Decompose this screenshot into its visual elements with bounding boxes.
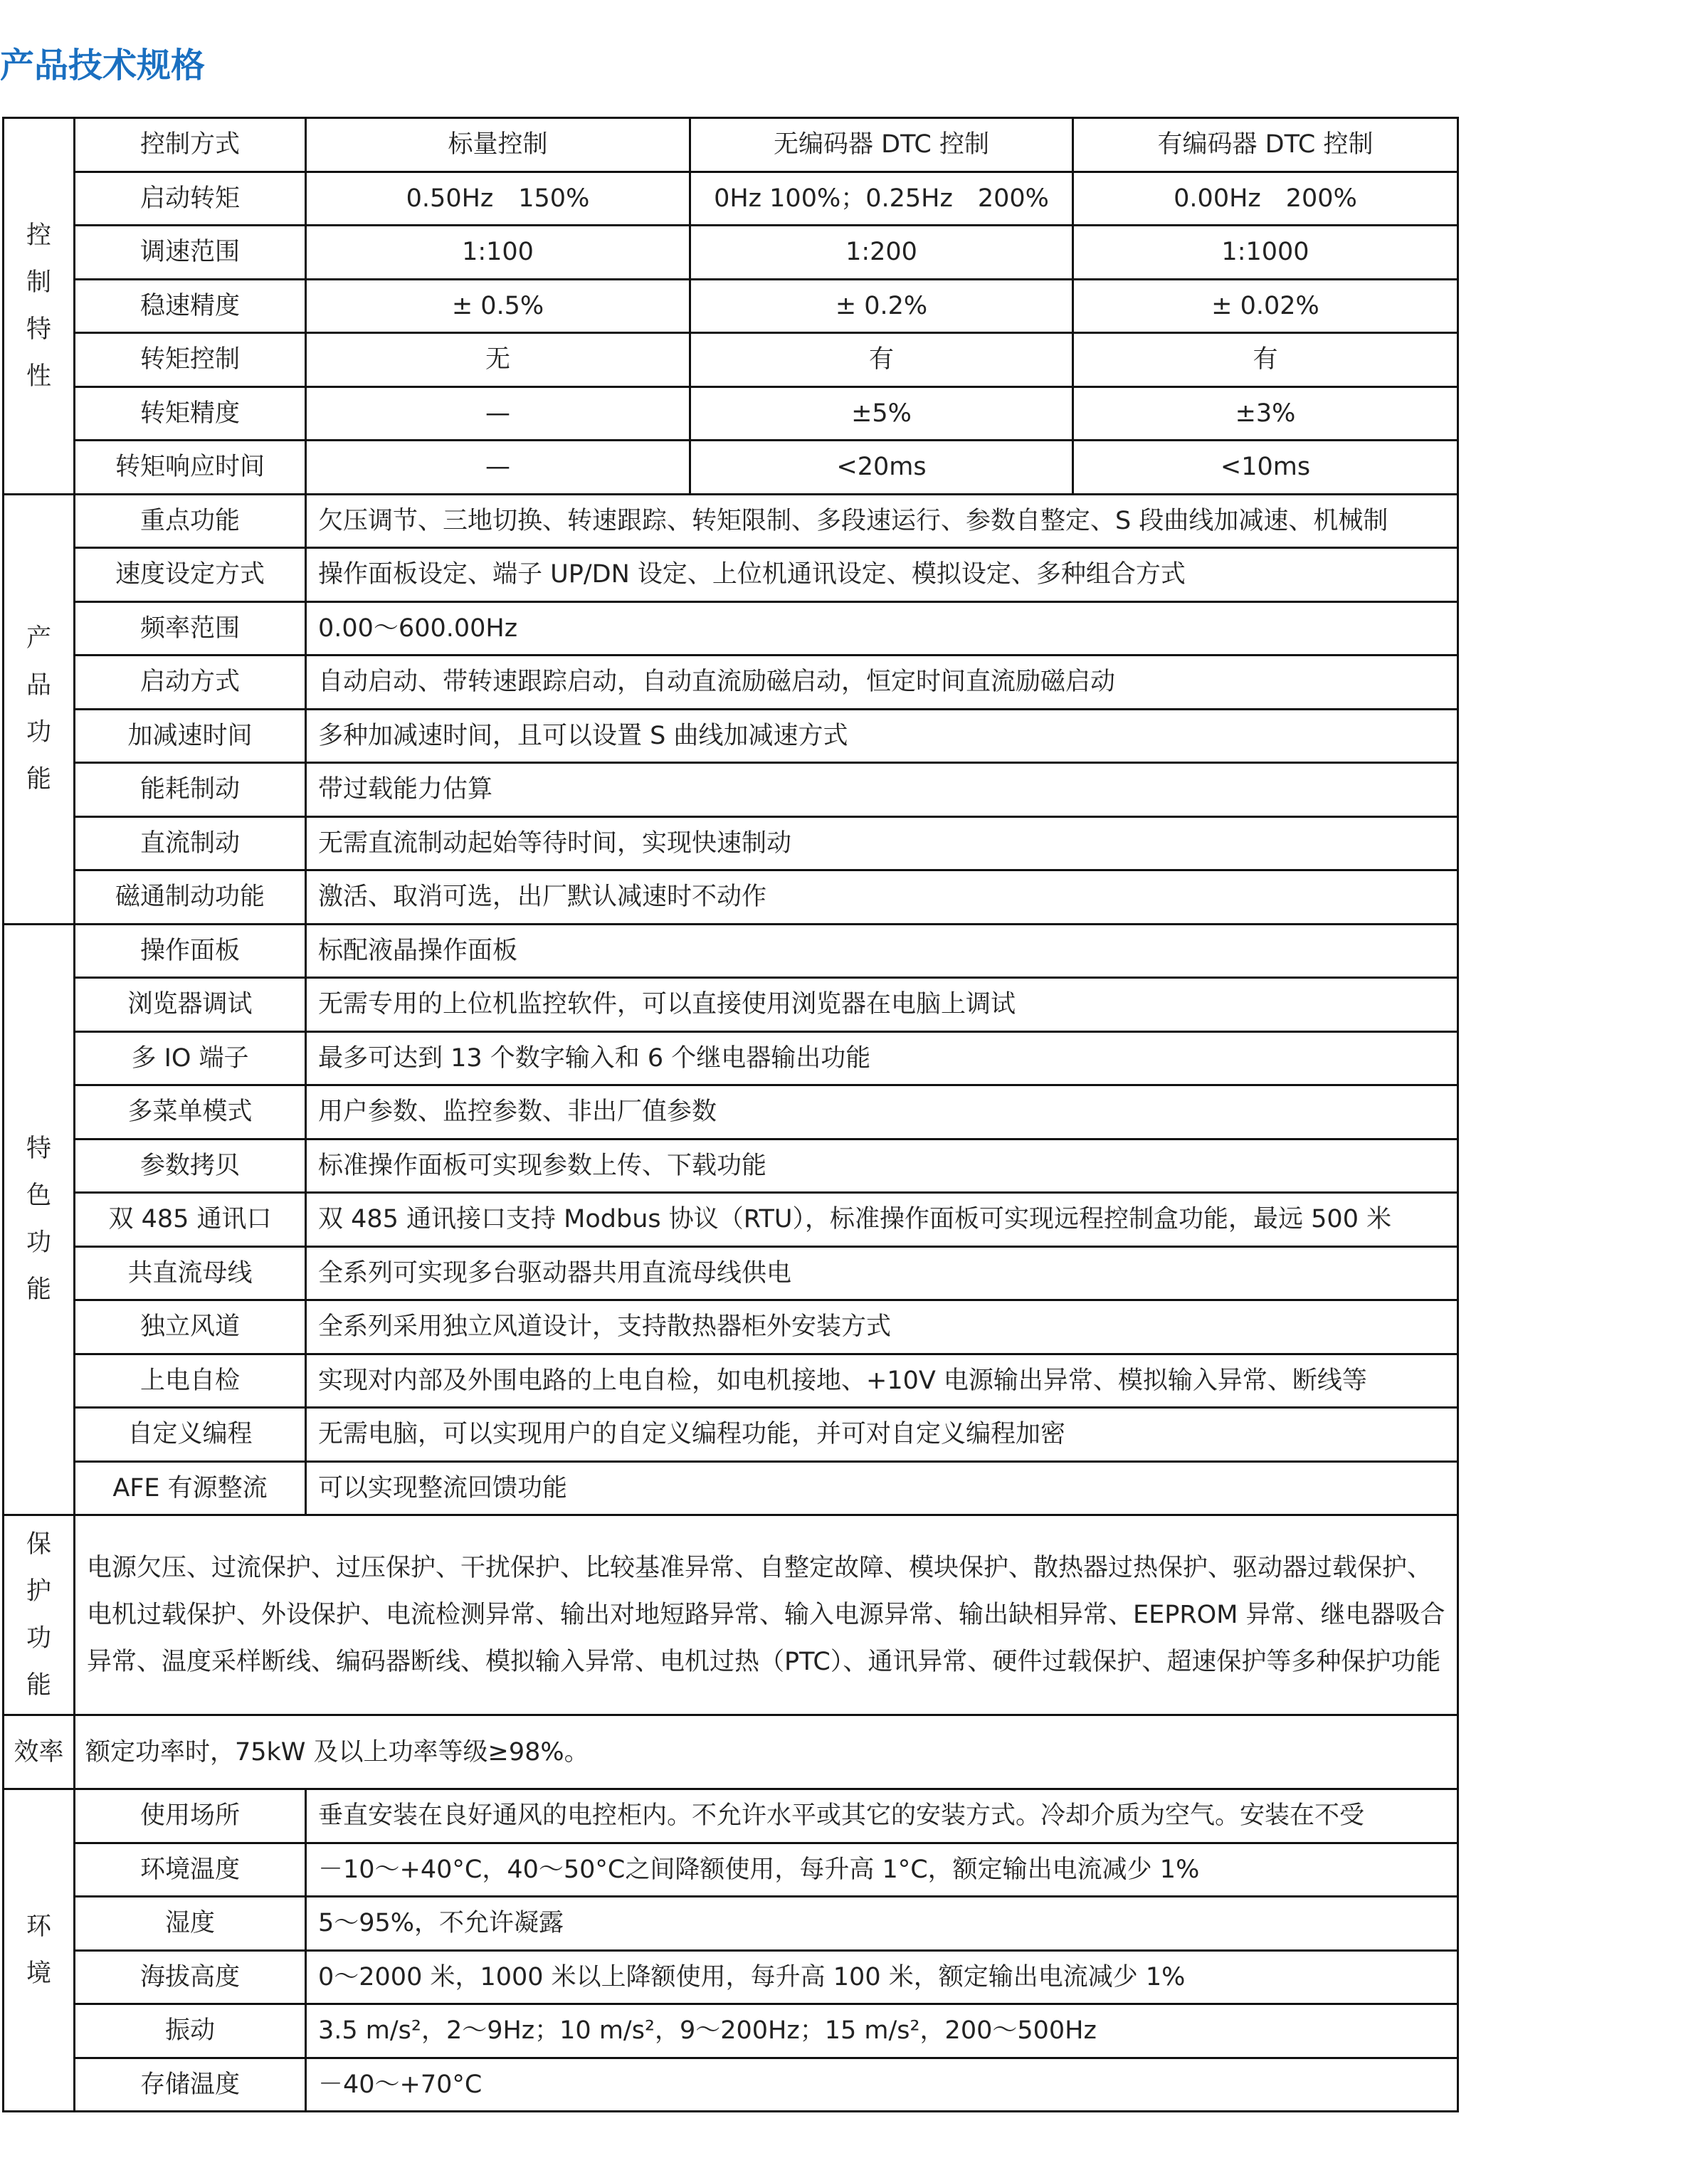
- cell: ± 0.2%: [690, 279, 1073, 333]
- row-label: 调速范围: [75, 226, 306, 280]
- table-row: [4, 279, 1458, 333]
- cell: 3.5 m/s²，2～9Hz；10 m/s²，9～200Hz；15 m/s²，200～500Hz: [306, 2004, 1458, 2058]
- column-header: 标量控制: [306, 118, 690, 172]
- table-row: [4, 924, 1458, 978]
- cell: 自动启动、带转速跟踪启动，自动直流励磁启动，恒定时间直流励磁启动: [306, 656, 1458, 710]
- category-char: 特: [26, 1135, 51, 1164]
- category-char: 环: [26, 1912, 51, 1941]
- category-features: [4, 924, 75, 1515]
- cell: <10ms: [1073, 441, 1458, 495]
- cell: 全系列采用独立风道设计，支持散热器柜外安装方式: [306, 1300, 1458, 1354]
- row-label: 频率范围: [75, 601, 306, 656]
- cell: <20ms: [690, 441, 1073, 495]
- column-header: 有编码器 DTC 控制: [1073, 118, 1458, 172]
- row-label: 转矩响应时间: [75, 441, 306, 495]
- table-row: [4, 1085, 1458, 1139]
- cell: 有: [690, 333, 1073, 387]
- table-row: [4, 601, 1458, 656]
- cell: 双 485 通讯接口支持 Modbus 协议（RTU），标准操作面板可实现远程控制盒功能，最远 500 米: [306, 1193, 1458, 1247]
- cell: 垂直安装在良好通风的电控柜内。不允许水平或其它的安装方式。冷却介质为空气。安装在不受: [306, 1789, 1458, 1843]
- table-row: [4, 1193, 1458, 1247]
- table-row: [4, 1950, 1458, 2004]
- row-label: 振动: [75, 2004, 306, 2058]
- row-label: 转矩精度: [75, 386, 306, 441]
- page-title: 产品技术规格: [0, 46, 206, 85]
- cell: 无需电脑，可以实现用户的自定义编程功能，并可对自定义编程加密: [306, 1408, 1458, 1462]
- category-char: 功: [26, 1624, 51, 1653]
- row-label: 自定义编程: [75, 1408, 306, 1462]
- row-label: 双 485 通讯口: [75, 1193, 306, 1247]
- category-char: 性: [26, 362, 51, 391]
- cell: 有: [1073, 333, 1458, 387]
- cell: —: [306, 441, 690, 495]
- category-environment: [4, 1789, 75, 2112]
- cell: 最多可达到 13 个数字输入和 6 个继电器输出功能: [306, 1031, 1458, 1085]
- cell: ±3%: [1073, 386, 1458, 441]
- table-row: [4, 1897, 1458, 1951]
- table-row: [4, 1408, 1458, 1462]
- cell: 0.00～600.00Hz: [306, 601, 1458, 656]
- row-label: 浏览器调试: [75, 978, 306, 1032]
- table-row: [4, 548, 1458, 602]
- cell: 0～2000 米，1000 米以上降额使用，每升高 100 米，额定输出电流减少 1%: [306, 1950, 1458, 2004]
- table-row: [4, 1515, 1458, 1715]
- cell: 用户参数、监控参数、非出厂值参数: [306, 1085, 1458, 1139]
- table-row: [4, 1354, 1458, 1408]
- table-row: [4, 1715, 1458, 1789]
- row-label: 控制方式: [75, 118, 306, 172]
- table-row: [4, 656, 1458, 710]
- table-row: [4, 1461, 1458, 1515]
- category-char: 境: [26, 1959, 51, 1988]
- cell: ± 0.02%: [1073, 279, 1458, 333]
- cell: 1:100: [306, 226, 690, 280]
- cell: 带过载能力估算: [306, 763, 1458, 817]
- table-row: [4, 1031, 1458, 1085]
- category-char: 功: [26, 718, 51, 747]
- protection-description: 电源欠压、过流保护、过压保护、干扰保护、比较基准异常、自整定故障、模块保护、散热器过热保护、驱动器过载保护、电机过载保护、外设保护、电流检测异常、输出对地短路异常、输入电源异常、输出缺相异常、EEPROM 异常、继电器吸合异常、温度采样断线、编码器断线、模拟输入异常、电机过热（PTC）、通讯异常、硬件过载保护、超速保护等多种保护功能: [75, 1515, 1458, 1715]
- cell: 1:1000: [1073, 226, 1458, 280]
- row-label: 启动方式: [75, 656, 306, 710]
- category-char: 保: [26, 1530, 51, 1559]
- category-char: 功: [26, 1228, 51, 1258]
- table-row: [4, 763, 1458, 817]
- cell: 欠压调节、三地切换、转速跟踪、转矩限制、多段速运行、参数自整定、S 段曲线加减速、机械制: [306, 494, 1458, 548]
- row-label: 重点功能: [75, 494, 306, 548]
- table-row: [4, 1300, 1458, 1354]
- category-product: [4, 494, 75, 924]
- row-label: 存储温度: [75, 2058, 306, 2112]
- cell: ± 0.5%: [306, 279, 690, 333]
- cell: 实现对内部及外围电路的上电自检，如电机接地、+10V 电源输出异常、模拟输入异常、断线等: [306, 1354, 1458, 1408]
- row-label: 共直流母线: [75, 1246, 306, 1300]
- row-label: 直流制动: [75, 816, 306, 870]
- category-char: 色: [26, 1181, 51, 1211]
- row-label: 能耗制动: [75, 763, 306, 817]
- category-char: 品: [26, 671, 51, 700]
- table-row: [4, 118, 1458, 172]
- category-control: [4, 118, 75, 495]
- row-label: 独立风道: [75, 1300, 306, 1354]
- row-label: 多菜单模式: [75, 1085, 306, 1139]
- column-header: 无编码器 DTC 控制: [690, 118, 1073, 172]
- table-row: [4, 441, 1458, 495]
- cell: －10～+40°C，40～50°C之间降额使用，每升高 1°C，额定输出电流减少 1%: [306, 1843, 1458, 1897]
- row-label: 湿度: [75, 1897, 306, 1951]
- row-label: AFE 有源整流: [75, 1461, 306, 1515]
- table-row: [4, 172, 1458, 226]
- row-label: 参数拷贝: [75, 1139, 306, 1193]
- cell: 1:200: [690, 226, 1073, 280]
- category-char: 制: [26, 268, 51, 297]
- category-char: 能: [26, 1275, 51, 1305]
- cell: 5～95%，不允许凝露: [306, 1897, 1458, 1951]
- table-row: [4, 2058, 1458, 2112]
- cell: 无: [306, 333, 690, 387]
- category-char: 控: [26, 221, 51, 250]
- category-char: 能: [26, 765, 51, 794]
- row-label: 环境温度: [75, 1843, 306, 1897]
- row-label: 转矩控制: [75, 333, 306, 387]
- category-char: 护: [26, 1577, 51, 1606]
- cell: －40～+70°C: [306, 2058, 1458, 2112]
- row-label: 上电自检: [75, 1354, 306, 1408]
- category-protection: [4, 1515, 75, 1715]
- category-char: 特: [26, 315, 51, 344]
- table-row: [4, 709, 1458, 763]
- cell: 标配液晶操作面板: [306, 924, 1458, 978]
- table-row: [4, 1789, 1458, 1843]
- cell: 全系列可实现多台驱动器共用直流母线供电: [306, 1246, 1458, 1300]
- table-row: [4, 870, 1458, 925]
- cell: 可以实现整流回馈功能: [306, 1461, 1458, 1515]
- row-label: 多 IO 端子: [75, 1031, 306, 1085]
- row-label: 加减速时间: [75, 709, 306, 763]
- cell: 0.00Hz 200%: [1073, 172, 1458, 226]
- table-row: [4, 978, 1458, 1032]
- table-row: [4, 1246, 1458, 1300]
- row-label: 速度设定方式: [75, 548, 306, 602]
- row-label: 海拔高度: [75, 1950, 306, 2004]
- table-row: [4, 1843, 1458, 1897]
- row-label: 磁通制动功能: [75, 870, 306, 925]
- table-row: [4, 494, 1458, 548]
- cell: 操作面板设定、端子 UP/DN 设定、上位机通讯设定、模拟设定、多种组合方式: [306, 548, 1458, 602]
- cell: 0Hz 100%；0.25Hz 200%: [690, 172, 1073, 226]
- category-char: 产: [26, 624, 51, 653]
- table-row: [4, 386, 1458, 441]
- cell: 激活、取消可选，出厂默认减速时不动作: [306, 870, 1458, 925]
- row-label: 使用场所: [75, 1789, 306, 1843]
- table-row: [4, 2004, 1458, 2058]
- row-label: 启动转矩: [75, 172, 306, 226]
- table-row: [4, 816, 1458, 870]
- cell: —: [306, 386, 690, 441]
- spec-table: [2, 117, 1459, 2112]
- table-row: [4, 226, 1458, 280]
- cell: 无需专用的上位机监控软件，可以直接使用浏览器在电脑上调试: [306, 978, 1458, 1032]
- table-row: [4, 333, 1458, 387]
- cell: 0.50Hz 150%: [306, 172, 690, 226]
- category-char: 能: [26, 1671, 51, 1700]
- table-row: [4, 1139, 1458, 1193]
- row-label: 稳速精度: [75, 279, 306, 333]
- category-efficiency: 效率: [4, 1715, 75, 1789]
- cell: 标准操作面板可实现参数上传、下载功能: [306, 1139, 1458, 1193]
- cell: 无需直流制动起始等待时间，实现快速制动: [306, 816, 1458, 870]
- efficiency-description: 额定功率时，75kW 及以上功率等级≥98%。: [75, 1715, 1458, 1789]
- cell: 多种加减速时间，且可以设置 S 曲线加减速方式: [306, 709, 1458, 763]
- row-label: 操作面板: [75, 924, 306, 978]
- cell: ±5%: [690, 386, 1073, 441]
